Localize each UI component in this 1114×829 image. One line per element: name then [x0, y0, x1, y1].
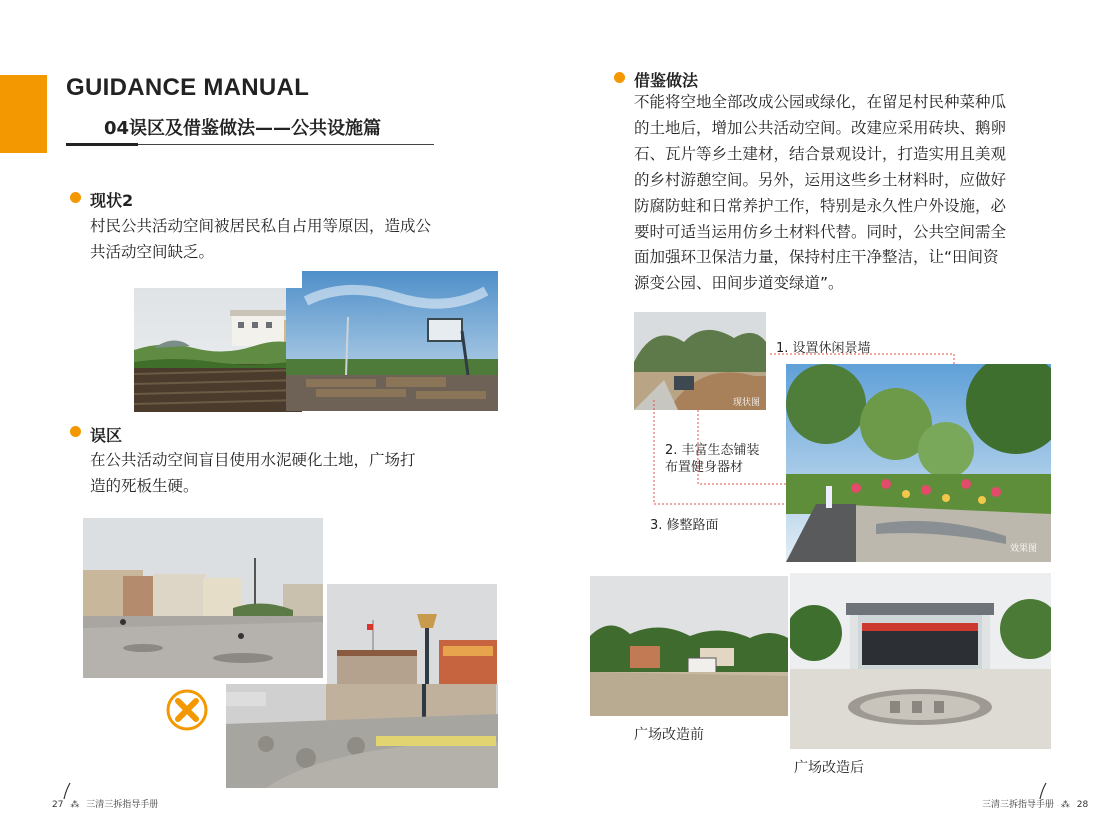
- title-underline-thick: [66, 143, 138, 146]
- photo-basketball-court: [286, 271, 498, 411]
- status-line-1: 村民公共活动空间被居民私自占用等原因，造成公: [90, 217, 432, 235]
- status-heading: 现状2: [90, 191, 134, 210]
- reference-line-2: 的土地后，增加公共活动空间。改建应采用砖块、鹅卵: [634, 118, 1007, 137]
- annotation-2-line-1: 2. 丰富生态铺装: [665, 443, 760, 458]
- reference-line-8: 源变公园、田间步道变绿道”。: [634, 274, 844, 293]
- photo-square-after: [790, 573, 1051, 749]
- footer-stroke-right: [1038, 782, 1048, 800]
- reference-line-4: 的乡村游憩空间。另外，运用这些乡土材料时，应做好: [634, 170, 1007, 189]
- current-state-tag: 现状图: [732, 398, 760, 408]
- effect-tag: 效果图: [1009, 544, 1037, 554]
- status-line-2: 共活动空间缺乏。: [90, 243, 215, 261]
- bullet-dot: [70, 192, 81, 203]
- title-underline-thin: [138, 144, 434, 145]
- bullet-dot: [70, 426, 81, 437]
- reference-line-3: 石、瓦片等乡土建材，结合景观设计，打造实用且美观: [634, 144, 1007, 163]
- annotation-2-line-2: 布置健身器材: [665, 460, 744, 475]
- caption-after: 广场改造后: [794, 760, 864, 776]
- page-number-right: 28: [1076, 800, 1089, 810]
- orange-tab: [0, 75, 47, 153]
- footer-right: [982, 797, 1088, 810]
- reference-text: [634, 90, 1006, 297]
- photo-concrete-square: [83, 518, 323, 678]
- annotation-3: 3. 修整路面: [650, 518, 719, 533]
- footer-leaf-icon: ⁂: [1060, 800, 1070, 810]
- mistake-heading: 误区: [90, 426, 123, 445]
- page-subtitle: 04误区及借鉴做法——公共设施篇: [104, 118, 382, 139]
- footer-leaf-icon: ⁂: [70, 800, 80, 810]
- caption-before: 广场改造前: [634, 727, 704, 743]
- page-number-left: 27: [52, 800, 64, 810]
- photo-farmland: [134, 288, 302, 412]
- footer-book-title-right: 三清三拆指导手册: [982, 800, 1055, 810]
- photo-frame-gap: [286, 271, 302, 288]
- photo-paved-plaza: [226, 684, 498, 788]
- status-text: [90, 213, 431, 265]
- photo-square-before: [590, 576, 788, 716]
- reference-line-7: 面加强环卫保洁力量，保持村庄干净整洁，让“田间资: [634, 248, 999, 267]
- reference-line-6: 要时可适当运用仿乡土材料代替。同时，公共空间需全: [634, 222, 1007, 241]
- photo-effect-rendering: [786, 364, 1051, 562]
- reference-heading: 借鉴做法: [634, 71, 699, 90]
- x-circle-icon: [165, 688, 209, 732]
- bullet-dot: [614, 72, 625, 83]
- page-title: GUIDANCE MANUAL: [66, 74, 310, 101]
- mistake-text: [90, 447, 416, 499]
- footer-stroke-left: [62, 782, 72, 800]
- annotation-1: 1. 设置休闲景墙: [776, 341, 871, 356]
- reference-line-5: 防腐防蛀和日常养护工作，特别是永久性户外设施，必: [634, 196, 1007, 215]
- footer-book-title-left: 三清三拆指导手册: [86, 800, 159, 810]
- reference-line-1: 不能将空地全部改成公园或绿化，在留足村民种菜种瓜: [634, 93, 1007, 111]
- mistake-line-2: 造的死板生硬。: [90, 477, 199, 495]
- mistake-line-1: 在公共活动空间盲目使用水泥硬化土地，广场打: [90, 451, 416, 469]
- photo-frame-gap: [323, 518, 333, 584]
